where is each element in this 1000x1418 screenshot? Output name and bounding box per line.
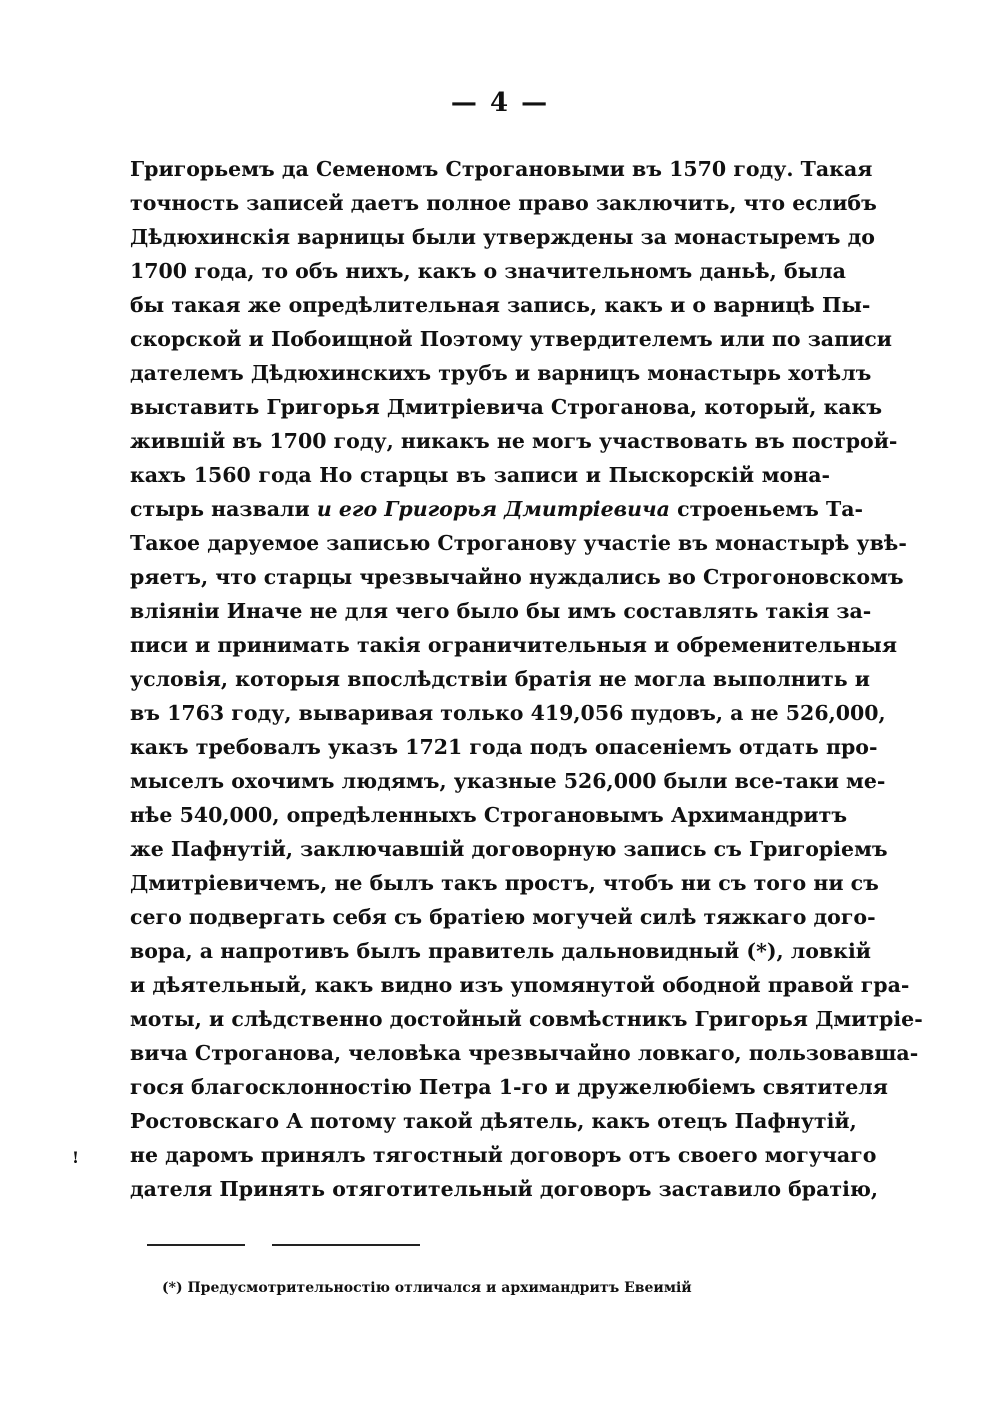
text-line: дателемъ Дѣдюхинскихъ трубъ и варницъ монастырь хотѣлъ [130, 361, 872, 385]
text-line: точность записей даетъ полное право заключить, что еслибъ [130, 191, 877, 215]
footnote: (*) Предусмотрительностію отличался и архимандритъ Евеимій [162, 1280, 692, 1296]
text-line: писи и принимать такія ограничительныя и обременительныя [130, 633, 897, 657]
text-line: 1700 года, то объ нихъ, какъ о значительномъ даньѣ, была [130, 259, 846, 283]
page-number: — 4 — [450, 88, 550, 118]
body-text [130, 152, 923, 1206]
text-line: скорской и Побоищной Поэтому утвердителемъ или по записи [130, 327, 892, 351]
text-line: въ 1763 году, вываривая только 419,056 пудовъ, а не 526,000, [130, 701, 886, 725]
text-line: условія, которыя впослѣдствіи братія не могла выполнить и [130, 667, 870, 691]
text-line: же Пафнутій, заключавшій договорную запись съ Григоріемъ [130, 837, 888, 861]
text-segment: стырь назвали [130, 497, 310, 521]
text-line: нѣе 540,000, опредѣленныхъ Строгановымъ Архимандритъ [130, 803, 848, 827]
text-line: сего подвергать себя съ братіею могучей силѣ тяжкаго дого- [130, 905, 876, 929]
text-line: жившій въ 1700 году, никакъ не могъ участвовать въ построй- [130, 429, 898, 453]
text-line: вора, а напротивъ былъ правитель дальновидный (*), ловкій [130, 939, 871, 963]
text-line: какъ требовалъ указъ 1721 года подъ опасеніемъ отдать про- [130, 735, 878, 759]
text-line-italic-mix [130, 492, 864, 526]
text-line: выставить Григорья Дмитріевича Строганова, который, какъ [130, 395, 883, 419]
text-line: гося благосклонностію Петра 1-го и дружелюбіемъ святителя [130, 1075, 888, 1099]
text-line: вича Строганова, человѣка чрезвычайно ловкаго, пользовавша- [130, 1041, 919, 1065]
footnote-divider [272, 1244, 420, 1246]
text-line: Такое даруемое записью Строганову участіе въ монастырѣ увѣ- [130, 531, 907, 555]
text-line: Григорьемъ да Семеномъ Строгановыми въ 1570 году. Такая [130, 157, 873, 181]
footnote-divider [147, 1244, 245, 1246]
text-line: Ростовскаго А потому такой дѣятель, какъ отецъ Пафнутій, [130, 1109, 857, 1133]
text-line: Дмитріевичемъ, не былъ такъ простъ, чтобъ ни съ того ни съ [130, 871, 879, 895]
italic-name: и его Григорья Дмитріевича [316, 497, 670, 521]
text-line: дателя Принять отяготительный договоръ заставило братію, [130, 1177, 879, 1201]
text-segment: строеньемъ Та- [677, 497, 864, 521]
text-line: моты, и слѣдственно достойный совмѣстникъ Григорья Дмитріе- [130, 1007, 923, 1031]
text-line: не даромъ принялъ тягостный договоръ отъ своего могучаго [130, 1143, 877, 1167]
text-line: вліяніи Иначе не для чего было бы имъ составлять такія за- [130, 599, 872, 623]
text-line: мыселъ охочимъ людямъ, указные 526,000 были все-таки ме- [130, 769, 886, 793]
text-line: и дѣятельный, какъ видно изъ упомянутой ободной правой гра- [130, 973, 910, 997]
text-line: ряетъ, что старцы чрезвычайно нуждались во Строгоновскомъ [130, 565, 904, 589]
margin-mark: ! [72, 1148, 80, 1167]
text-line: Дѣдюхинскія варницы были утверждены за монастыремъ до [130, 225, 875, 249]
text-line: бы такая же опредѣлительная запись, какъ и о варницѣ Пы- [130, 293, 871, 317]
text-line: кахъ 1560 года Но старцы въ записи и Пыскорскій мона- [130, 463, 830, 487]
